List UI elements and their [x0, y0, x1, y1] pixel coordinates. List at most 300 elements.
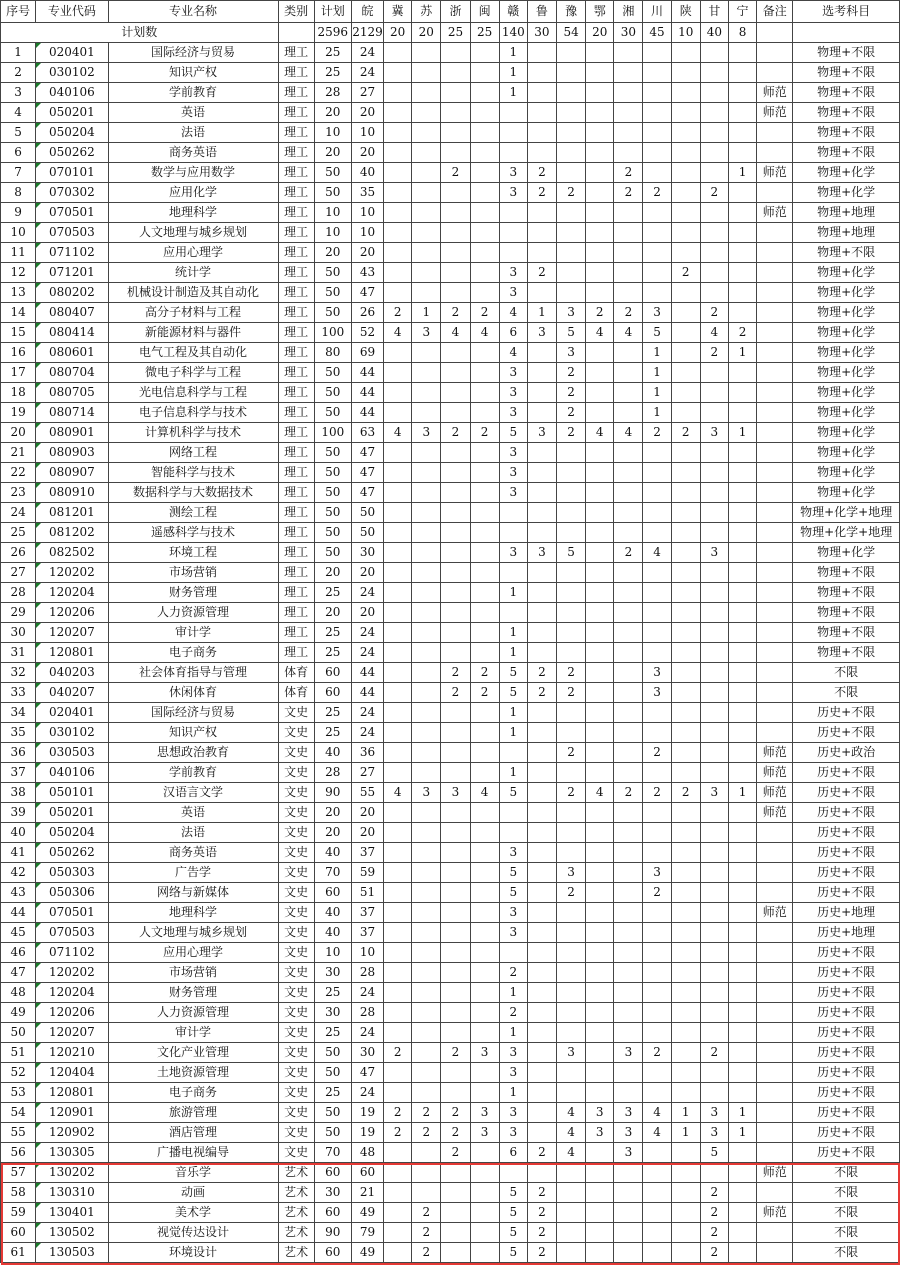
table-cell: 50 [314, 283, 351, 303]
table-cell [470, 863, 499, 883]
table-cell: 2 [384, 1123, 412, 1143]
major-code-cell: 050201 [36, 803, 108, 823]
table-cell [614, 403, 643, 423]
table-cell: 物理+化学 [793, 183, 900, 203]
table-cell [412, 43, 441, 63]
table-cell: 历史+不限 [793, 763, 900, 783]
major-name-cell: 法语 [108, 123, 278, 143]
table-cell: 文史 [278, 743, 314, 763]
table-row [1, 863, 900, 883]
major-name-cell: 电子信息科学与技术 [108, 403, 278, 423]
table-cell [728, 1143, 756, 1163]
table-cell [671, 803, 700, 823]
table-cell [470, 103, 499, 123]
table-cell [527, 483, 556, 503]
major-name-cell: 人力资源管理 [108, 603, 278, 623]
major-code-cell: 130502 [36, 1223, 108, 1243]
table-cell [470, 643, 499, 663]
table-cell: 物理+不限 [793, 83, 900, 103]
table-cell [384, 803, 412, 823]
table-cell [586, 403, 614, 423]
table-cell: 2 [384, 303, 412, 323]
column-header: 陕 [671, 1, 700, 23]
table-cell [586, 1243, 614, 1263]
table-cell [643, 843, 671, 863]
table-cell: 3 [700, 1123, 728, 1143]
table-cell [757, 183, 793, 203]
table-row [1, 1183, 900, 1203]
table-cell [441, 703, 470, 723]
table-cell: 不限 [793, 683, 900, 703]
table-cell [470, 403, 499, 423]
table-cell: 2 [384, 1103, 412, 1123]
table-cell: 2 [557, 183, 586, 203]
major-code-cell: 071102 [36, 243, 108, 263]
table-cell [757, 383, 793, 403]
column-header: 鄂 [586, 1, 614, 23]
major-name-cell: 财务管理 [108, 983, 278, 1003]
table-row [1, 643, 900, 663]
major-name-cell: 广播电视编导 [108, 1143, 278, 1163]
table-cell [671, 243, 700, 263]
table-cell: 3 [499, 1123, 527, 1143]
table-row [1, 123, 900, 143]
table-cell [441, 1063, 470, 1083]
table-cell [586, 943, 614, 963]
table-cell [527, 863, 556, 883]
table-cell: 30 [314, 1003, 351, 1023]
table-cell: 2 [643, 883, 671, 903]
table-cell: 2 [499, 1003, 527, 1023]
table-cell: 师范 [757, 783, 793, 803]
table-cell [614, 623, 643, 643]
major-code-cell: 050204 [36, 823, 108, 843]
table-cell: 1 [671, 1103, 700, 1123]
major-name-cell: 休闲体育 [108, 683, 278, 703]
table-cell [384, 43, 412, 63]
table-cell [671, 43, 700, 63]
table-cell [384, 443, 412, 463]
table-cell [586, 203, 614, 223]
table-cell: 50 [314, 543, 351, 563]
table-cell [614, 283, 643, 303]
table-cell [728, 443, 756, 463]
table-cell [384, 643, 412, 663]
table-cell: 19 [351, 1103, 383, 1123]
table-row [1, 543, 900, 563]
table-cell [384, 223, 412, 243]
table-cell [671, 523, 700, 543]
table-cell [384, 1143, 412, 1163]
table-cell [384, 83, 412, 103]
major-code-cell: 080714 [36, 403, 108, 423]
table-cell [441, 863, 470, 883]
table-row [1, 583, 900, 603]
table-cell [586, 983, 614, 1003]
table-cell [643, 583, 671, 603]
major-code-cell: 080907 [36, 463, 108, 483]
table-cell [384, 383, 412, 403]
table-cell [614, 763, 643, 783]
table-cell [586, 1063, 614, 1083]
table-cell: 理工 [278, 383, 314, 403]
table-cell: 80 [314, 343, 351, 363]
table-cell [412, 503, 441, 523]
table-cell [441, 463, 470, 483]
table-cell [470, 1223, 499, 1243]
table-cell: 50 [314, 1063, 351, 1083]
total-cell: 20 [586, 23, 614, 43]
table-cell [470, 823, 499, 843]
major-code-cell: 080903 [36, 443, 108, 463]
table-cell [757, 223, 793, 243]
table-cell: 1 [499, 1083, 527, 1103]
table-cell [700, 63, 728, 83]
table-cell: 2 [643, 423, 671, 443]
table-cell: 50 [1, 1023, 36, 1043]
table-cell [757, 1063, 793, 1083]
table-cell [728, 63, 756, 83]
table-cell: 47 [351, 443, 383, 463]
table-cell [700, 1063, 728, 1083]
table-row [1, 63, 900, 83]
table-cell: 57 [1, 1163, 36, 1183]
table-cell: 1 [499, 583, 527, 603]
table-cell [470, 843, 499, 863]
table-cell: 2 [700, 1183, 728, 1203]
table-cell [384, 163, 412, 183]
table-cell: 25 [314, 43, 351, 63]
table-cell [757, 983, 793, 1003]
table-cell: 历史+不限 [793, 1063, 900, 1083]
table-cell: 物理+不限 [793, 243, 900, 263]
table-cell [728, 823, 756, 843]
table-cell: 40 [1, 823, 36, 843]
table-cell: 28 [314, 83, 351, 103]
table-cell [557, 1243, 586, 1263]
table-cell: 2 [441, 1043, 470, 1063]
table-cell: 艺术 [278, 1163, 314, 1183]
major-name-cell: 学前教育 [108, 83, 278, 103]
table-cell: 70 [314, 863, 351, 883]
table-cell [470, 123, 499, 143]
major-name-cell: 社会体育指导与管理 [108, 663, 278, 683]
table-cell [671, 923, 700, 943]
table-row [1, 283, 900, 303]
table-cell: 2 [557, 403, 586, 423]
table-cell: 不限 [793, 663, 900, 683]
table-cell [441, 623, 470, 643]
table-cell [614, 523, 643, 543]
table-row [1, 323, 900, 343]
major-code-cell: 120206 [36, 1003, 108, 1023]
table-row [1, 103, 900, 123]
table-cell: 物理+化学 [793, 303, 900, 323]
table-cell [728, 223, 756, 243]
table-cell [586, 1203, 614, 1223]
table-cell: 3 [470, 1043, 499, 1063]
table-cell [412, 683, 441, 703]
table-cell: 11 [1, 243, 36, 263]
table-cell: 37 [351, 903, 383, 923]
total-cell: 40 [700, 23, 728, 43]
table-cell [700, 83, 728, 103]
table-cell [671, 883, 700, 903]
table-cell [586, 623, 614, 643]
table-cell [700, 223, 728, 243]
table-cell [527, 1063, 556, 1083]
table-cell [384, 1223, 412, 1243]
table-cell: 5 [700, 1143, 728, 1163]
table-cell: 44 [351, 683, 383, 703]
table-cell [671, 123, 700, 143]
table-cell [470, 963, 499, 983]
total-cell: 45 [643, 23, 671, 43]
table-cell [614, 943, 643, 963]
table-cell: 25 [314, 63, 351, 83]
major-name-cell: 网络工程 [108, 443, 278, 463]
table-cell: 物理+化学 [793, 363, 900, 383]
table-cell [499, 803, 527, 823]
table-cell [441, 283, 470, 303]
table-row [1, 1103, 900, 1123]
table-cell [557, 943, 586, 963]
table-cell: 24 [351, 63, 383, 83]
table-cell: 物理+化学+地理 [793, 503, 900, 523]
table-cell [728, 243, 756, 263]
table-cell [757, 43, 793, 63]
table-cell [757, 243, 793, 263]
table-cell [757, 623, 793, 643]
table-cell [671, 1063, 700, 1083]
table-cell: 69 [351, 343, 383, 363]
table-cell [470, 443, 499, 463]
table-cell: 60 [314, 883, 351, 903]
table-cell [614, 1063, 643, 1083]
table-cell [586, 543, 614, 563]
table-cell: 36 [1, 743, 36, 763]
table-cell: 物理+化学 [793, 263, 900, 283]
table-cell [643, 703, 671, 723]
table-cell: 2 [441, 163, 470, 183]
table-cell: 文史 [278, 983, 314, 1003]
table-cell: 3 [499, 463, 527, 483]
table-cell: 理工 [278, 143, 314, 163]
table-cell [499, 943, 527, 963]
table-cell: 物理+化学 [793, 283, 900, 303]
major-code-cell: 040106 [36, 763, 108, 783]
major-code-cell: 071102 [36, 943, 108, 963]
table-cell: 4 [643, 1123, 671, 1143]
table-cell [557, 923, 586, 943]
table-cell [527, 223, 556, 243]
table-row [1, 343, 900, 363]
table-cell [671, 1243, 700, 1263]
table-cell: 3 [412, 323, 441, 343]
table-cell [412, 223, 441, 243]
table-cell [586, 663, 614, 683]
table-cell [586, 143, 614, 163]
table-cell: 25 [314, 703, 351, 723]
table-cell [384, 563, 412, 583]
table-cell: 5 [643, 323, 671, 343]
table-cell: 理工 [278, 423, 314, 443]
total-row [1, 23, 900, 43]
table-cell [586, 643, 614, 663]
table-cell [643, 563, 671, 583]
table-cell: 37 [1, 763, 36, 783]
table-cell [384, 983, 412, 1003]
major-code-cell: 030102 [36, 63, 108, 83]
table-cell [384, 543, 412, 563]
table-cell [700, 1163, 728, 1183]
table-cell [586, 1183, 614, 1203]
table-row [1, 1203, 900, 1223]
table-cell [412, 1143, 441, 1163]
table-row [1, 1023, 900, 1043]
major-name-cell: 应用心理学 [108, 943, 278, 963]
column-header: 鲁 [527, 1, 556, 23]
table-cell [671, 343, 700, 363]
table-cell: 1 [671, 1123, 700, 1143]
table-cell: 理工 [278, 203, 314, 223]
table-cell [586, 223, 614, 243]
major-name-cell: 英语 [108, 803, 278, 823]
table-row [1, 783, 900, 803]
major-code-cell: 030102 [36, 723, 108, 743]
table-cell: 55 [1, 1123, 36, 1143]
table-cell [527, 623, 556, 643]
table-cell [728, 923, 756, 943]
table-cell [671, 83, 700, 103]
table-cell [700, 903, 728, 923]
table-cell [757, 1103, 793, 1123]
table-cell: 文史 [278, 843, 314, 863]
table-cell [700, 403, 728, 423]
table-cell [700, 883, 728, 903]
table-cell: 师范 [757, 743, 793, 763]
table-cell [470, 983, 499, 1003]
table-cell [470, 363, 499, 383]
table-cell: 3 [499, 1043, 527, 1063]
column-header: 浙 [441, 1, 470, 23]
table-cell [643, 203, 671, 223]
table-cell [384, 203, 412, 223]
table-cell [614, 1083, 643, 1103]
table-cell [527, 143, 556, 163]
table-cell: 2 [412, 1243, 441, 1263]
table-cell [700, 743, 728, 763]
table-cell [384, 483, 412, 503]
table-cell [757, 923, 793, 943]
table-cell: 2 [586, 303, 614, 323]
table-cell [412, 143, 441, 163]
table-cell: 4 [384, 323, 412, 343]
table-cell [586, 263, 614, 283]
table-cell [671, 1143, 700, 1163]
table-cell: 10 [314, 943, 351, 963]
table-cell: 3 [643, 863, 671, 883]
table-cell [728, 943, 756, 963]
major-name-cell: 地理科学 [108, 203, 278, 223]
table-cell: 20 [351, 823, 383, 843]
table-cell: 2 [557, 663, 586, 683]
table-cell [614, 123, 643, 143]
table-cell: 3 [499, 263, 527, 283]
table-cell: 物理+不限 [793, 143, 900, 163]
table-cell [586, 523, 614, 543]
table-cell: 49 [351, 1243, 383, 1263]
table-cell [643, 1003, 671, 1023]
table-cell [470, 603, 499, 623]
column-header: 冀 [384, 1, 412, 23]
table-cell [643, 503, 671, 523]
table-cell: 2 [643, 183, 671, 203]
table-cell [614, 383, 643, 403]
table-cell [412, 663, 441, 683]
table-cell [586, 743, 614, 763]
table-cell: 32 [1, 663, 36, 683]
table-cell [757, 283, 793, 303]
table-cell: 24 [351, 723, 383, 743]
table-row [1, 803, 900, 823]
table-cell [527, 943, 556, 963]
table-cell [757, 483, 793, 503]
table-cell: 24 [351, 1023, 383, 1043]
major-code-cell: 120202 [36, 563, 108, 583]
column-header: 计划 [314, 1, 351, 23]
table-cell [700, 823, 728, 843]
table-cell: 90 [314, 1223, 351, 1243]
table-cell: 3 [614, 1043, 643, 1063]
table-cell: 2 [527, 1143, 556, 1163]
table-cell [757, 463, 793, 483]
table-cell [557, 263, 586, 283]
table-cell [728, 523, 756, 543]
table-row [1, 163, 900, 183]
table-cell: 2 [671, 263, 700, 283]
major-name-cell: 汉语言文学 [108, 783, 278, 803]
table-cell [700, 263, 728, 283]
table-cell: 师范 [757, 903, 793, 923]
major-code-cell: 130401 [36, 1203, 108, 1223]
table-cell: 2 [557, 383, 586, 403]
table-cell [643, 723, 671, 743]
table-cell [412, 463, 441, 483]
table-cell [441, 143, 470, 163]
table-cell [527, 763, 556, 783]
major-name-cell: 测绘工程 [108, 503, 278, 523]
table-cell: 理工 [278, 563, 314, 583]
table-cell [557, 1083, 586, 1103]
table-cell [757, 863, 793, 883]
major-code-cell: 070101 [36, 163, 108, 183]
table-cell: 历史+不限 [793, 723, 900, 743]
table-cell [586, 1023, 614, 1043]
table-cell [700, 923, 728, 943]
table-cell: 历史+不限 [793, 843, 900, 863]
table-cell: 60 [314, 1163, 351, 1183]
table-cell: 师范 [757, 803, 793, 823]
table-cell: 1 [499, 43, 527, 63]
table-cell [586, 863, 614, 883]
table-cell: 60 [314, 683, 351, 703]
column-header: 豫 [557, 1, 586, 23]
table-cell [384, 743, 412, 763]
table-cell: 历史+不限 [793, 1083, 900, 1103]
table-cell [470, 1183, 499, 1203]
major-code-cell: 040203 [36, 663, 108, 683]
